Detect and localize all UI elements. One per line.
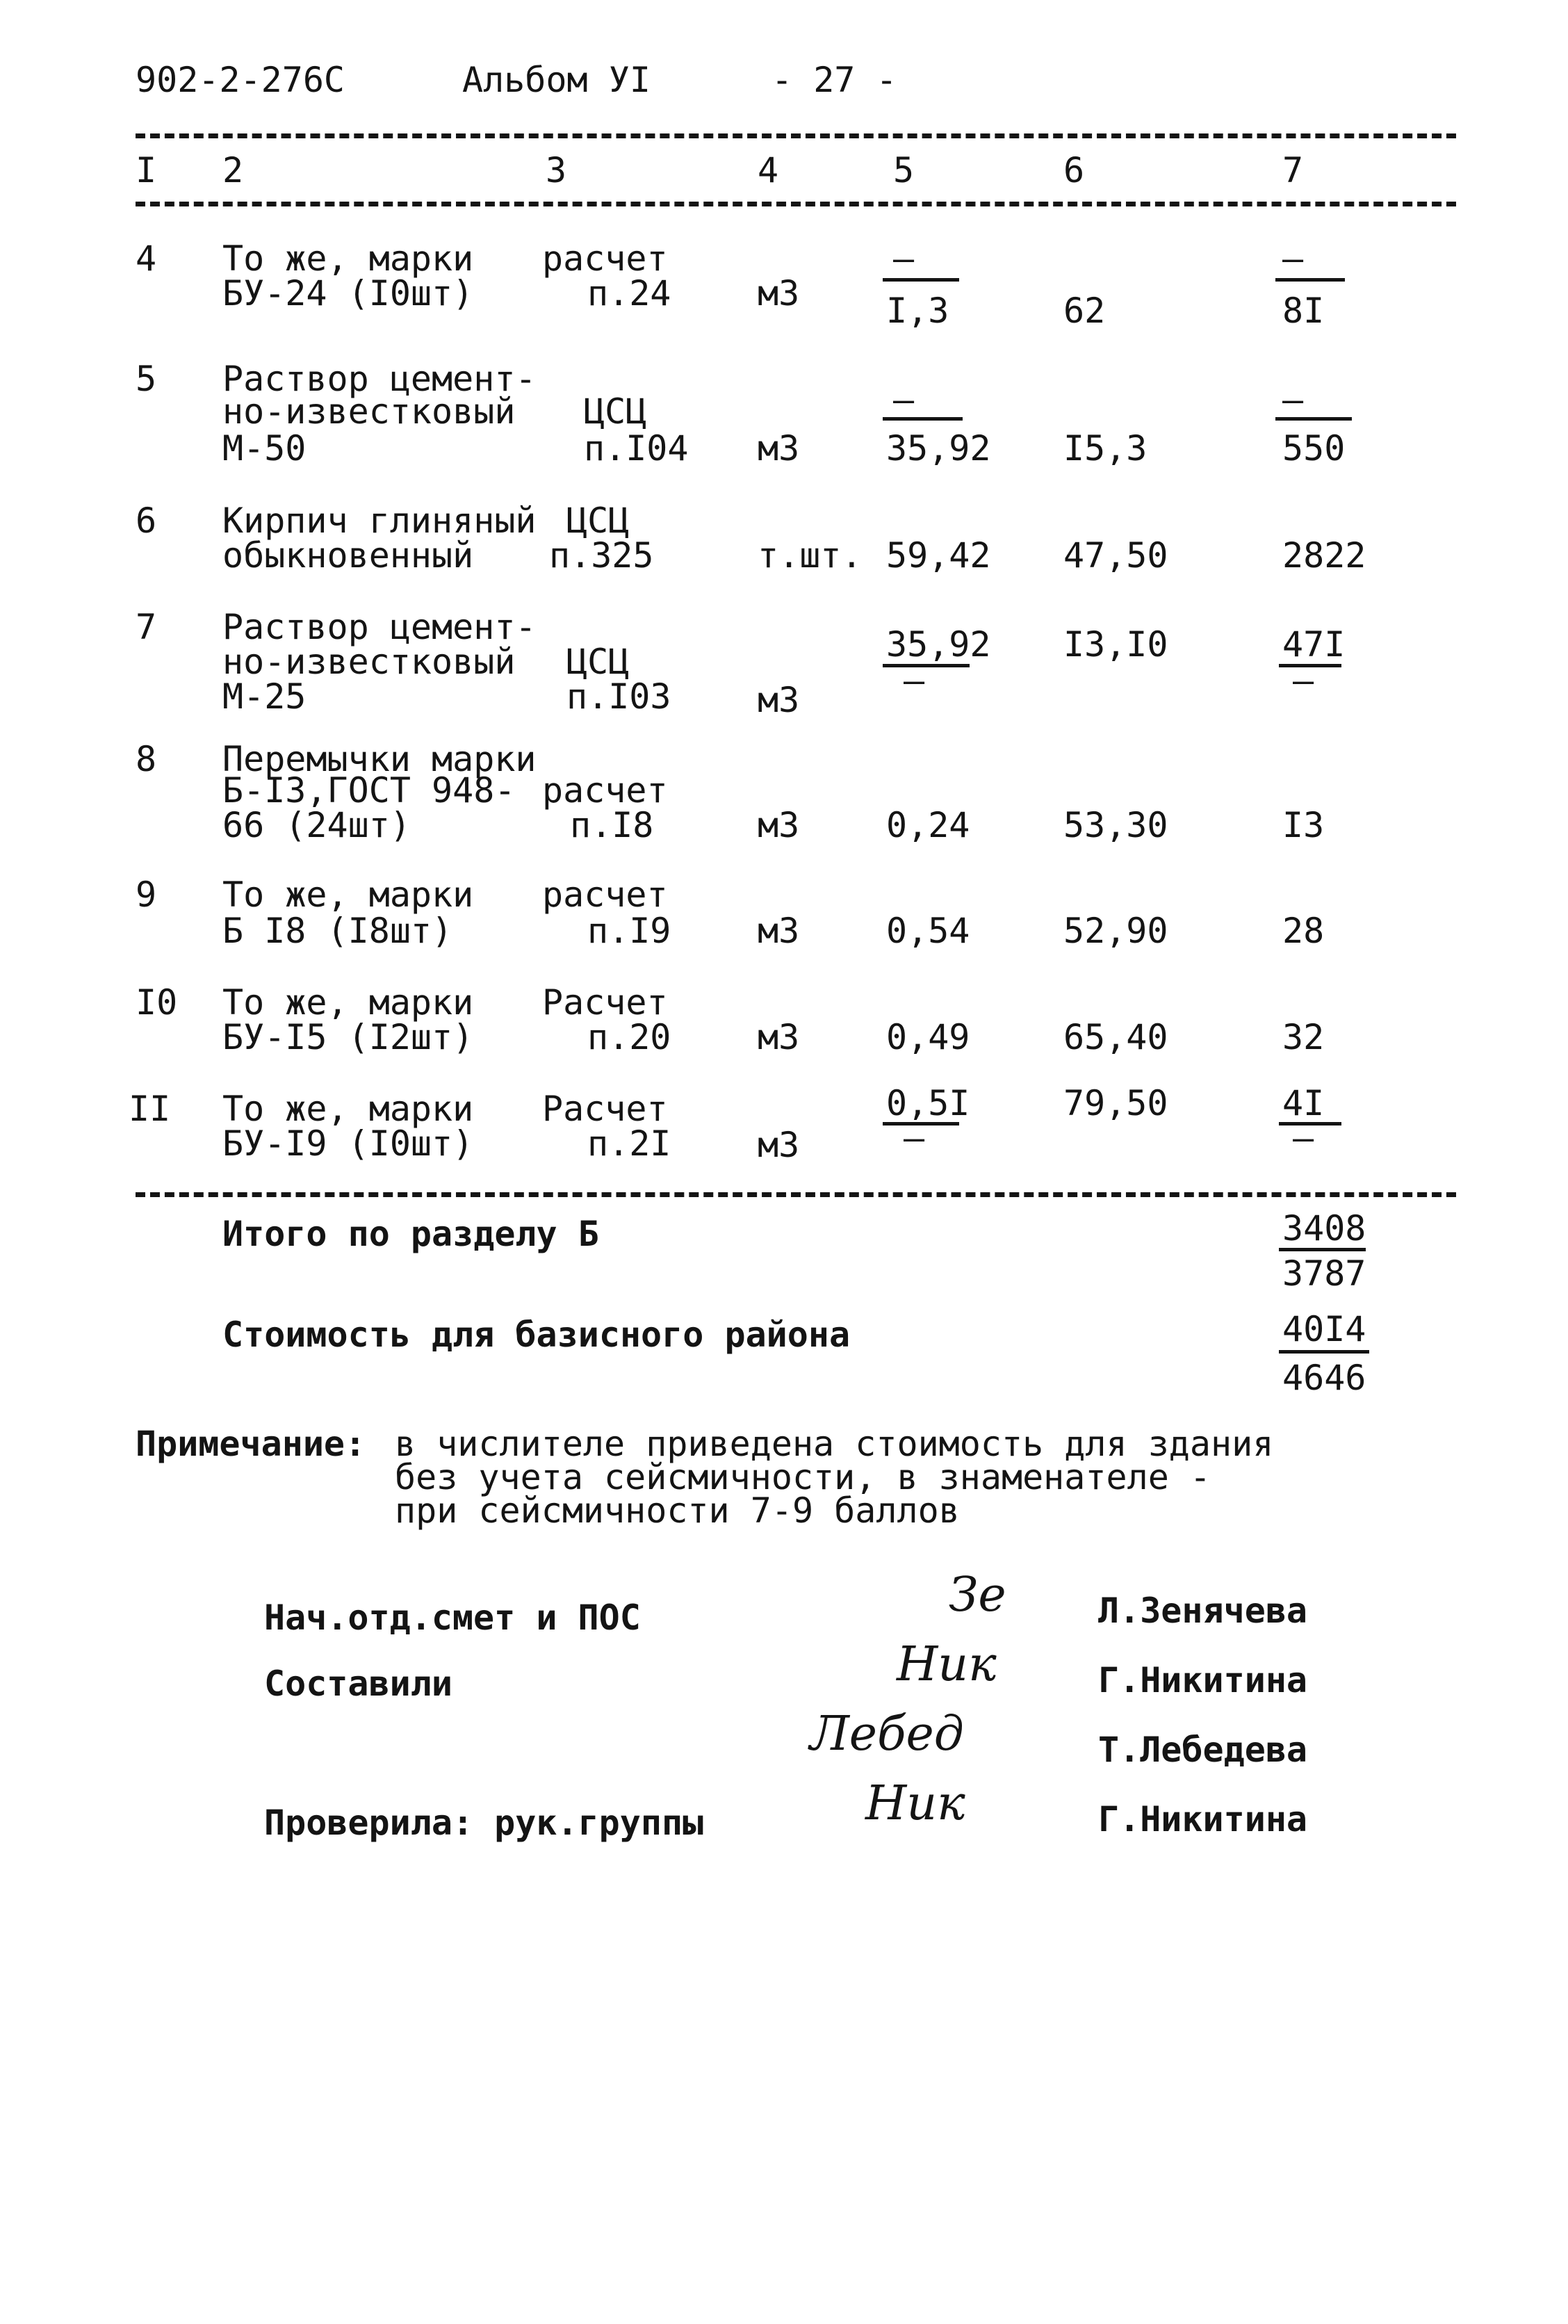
row-number: 6	[136, 501, 157, 541]
handwritten-signature: Лебед	[810, 1707, 964, 1762]
note-label: Примечание:	[136, 1424, 366, 1464]
section-total-denominator: 3787	[1282, 1253, 1366, 1294]
handwritten-signature: Ник	[897, 1637, 997, 1692]
row-cost: 32	[1282, 1017, 1325, 1057]
row-name-line: Перемычки марки	[222, 739, 537, 779]
row-qty: 35,92	[886, 428, 991, 469]
col-header-2: 2	[222, 150, 244, 190]
row-price: 47,50	[1063, 535, 1168, 576]
signature-name: Г.Никитина	[1098, 1660, 1308, 1700]
fraction-bar	[1275, 417, 1352, 421]
row-cost-denominator: –	[1293, 660, 1314, 701]
note-line: в числителе приведена стоимость для здания	[395, 1424, 1274, 1464]
row-qty: 59,42	[886, 535, 991, 576]
album-label: Альбом УI	[462, 60, 651, 100]
row-name-line: БУ-I5 (I2шт)	[222, 1017, 474, 1057]
fraction-bar	[1279, 1248, 1366, 1251]
row-unit: м3	[758, 911, 800, 951]
signature-role: Проверила: рук.группы	[264, 1803, 704, 1843]
row-unit: м3	[758, 805, 800, 845]
row-name-line: То же, марки	[222, 875, 474, 915]
col-header-6: 6	[1063, 150, 1085, 190]
row-basis-line: п.20	[587, 1017, 671, 1057]
row-name-line: БУ-I9 (I0шт)	[222, 1123, 474, 1164]
row-name-line: Б I8 (I8шт)	[222, 911, 453, 951]
row-basis-line: Расчет	[542, 1089, 668, 1129]
base-cost-numerator: 40I4	[1282, 1309, 1366, 1349]
row-basis-line: расчет	[542, 238, 668, 279]
row-qty: 0,24	[886, 805, 970, 845]
row-basis-line: ЦСЦ	[566, 501, 630, 541]
row-cost: I3	[1282, 805, 1325, 845]
fraction-bar	[883, 417, 963, 421]
row-basis-line: п.I9	[587, 911, 671, 951]
col-header-7: 7	[1282, 150, 1304, 190]
row-basis-line: п.325	[549, 535, 654, 576]
row-price: 65,40	[1063, 1017, 1168, 1057]
row-name-line: обыкновенный	[222, 535, 474, 576]
row-qty: 0,54	[886, 911, 970, 951]
row-name-line: То же, марки	[222, 1089, 474, 1129]
section-total-label: Итого по разделу Б	[222, 1214, 599, 1254]
row-price: 52,90	[1063, 911, 1168, 951]
row-name-line: М-25	[222, 676, 307, 717]
row-basis-line: п.I8	[570, 805, 654, 845]
row-basis-line: п.I04	[584, 428, 689, 469]
col-header-4: 4	[758, 150, 779, 190]
row-basis-line: ЦСЦ	[584, 391, 647, 432]
row-name-line: Раствор цемент-	[222, 359, 537, 399]
row-number: 8	[136, 739, 157, 779]
fraction-bar	[1279, 1350, 1369, 1354]
row-cost-numerator: –	[1282, 238, 1304, 279]
base-cost-label: Стоимость для базисного района	[222, 1315, 851, 1355]
row-qty-numerator: –	[893, 380, 915, 420]
row-name-line: М-50	[222, 428, 307, 469]
row-unit: м3	[758, 1125, 800, 1165]
section-total-numerator: 3408	[1282, 1208, 1366, 1249]
row-basis-line: расчет	[542, 875, 668, 915]
row-name-line: Кирпич глиняный	[222, 501, 537, 541]
row-number: 5	[136, 359, 157, 399]
row-cost: 47I	[1282, 624, 1346, 665]
row-unit: м3	[758, 273, 800, 314]
row-name-line: То же, марки	[222, 982, 474, 1023]
row-price: 53,30	[1063, 805, 1168, 845]
row-unit: м3	[758, 428, 800, 469]
row-price: 62	[1063, 291, 1106, 331]
row-name-line: БУ-24 (I0шт)	[222, 273, 474, 314]
row-basis-line: п.24	[587, 273, 671, 314]
row-number: I0	[136, 982, 178, 1023]
row-cost: 550	[1282, 428, 1346, 469]
row-basis-line: п.2I	[587, 1123, 671, 1164]
signature-role: Нач.отд.смет и ПОС	[264, 1598, 641, 1638]
row-cost: 28	[1282, 911, 1325, 951]
row-name-line: Б-I3,ГОСТ 948-	[222, 770, 516, 811]
row-cost: 4I	[1282, 1083, 1325, 1123]
row-cost: 2822	[1282, 535, 1366, 576]
fraction-bar	[883, 664, 970, 667]
row-basis-line: расчет	[542, 770, 668, 811]
row-cost-denominator: –	[1293, 1118, 1314, 1158]
row-qty: 0,49	[886, 1017, 970, 1057]
divider-header	[136, 202, 1456, 206]
row-price: 79,50	[1063, 1083, 1168, 1123]
doc-number: 902-2-276C	[136, 60, 345, 100]
row-qty: I,3	[886, 291, 949, 331]
row-cost: 8I	[1282, 291, 1325, 331]
row-name-line: но-известковый	[222, 642, 516, 682]
divider-top	[136, 133, 1456, 138]
row-number: II	[129, 1089, 171, 1129]
row-unit: м3	[758, 1017, 800, 1057]
note-line: без учета сейсмичности, в знаменателе -	[395, 1457, 1211, 1497]
divider-bottom	[136, 1192, 1456, 1197]
base-cost-denominator: 4646	[1282, 1358, 1366, 1398]
row-qty-denominator: –	[904, 1118, 925, 1158]
row-name-line: но-известковый	[222, 391, 516, 432]
row-name-line: 66 (24шт)	[222, 805, 411, 845]
handwritten-signature: Ник	[865, 1776, 965, 1831]
row-basis-line: Расчет	[542, 982, 668, 1023]
col-header-3: 3	[546, 150, 567, 190]
col-header-5: 5	[893, 150, 915, 190]
row-basis-line: ЦСЦ	[566, 642, 630, 682]
page-number: - 27 -	[771, 60, 897, 100]
row-price: I5,3	[1063, 428, 1148, 469]
row-number: 4	[136, 238, 157, 279]
row-qty-denominator: –	[904, 660, 925, 701]
row-qty-numerator: –	[893, 238, 915, 279]
row-qty: 0,5I	[886, 1083, 970, 1123]
signature-name: Т.Лебедева	[1098, 1730, 1308, 1770]
row-unit: м3	[758, 680, 800, 720]
row-cost-numerator: –	[1282, 380, 1304, 420]
row-unit: т.шт.	[758, 535, 863, 576]
row-name-line: То же, марки	[222, 238, 474, 279]
row-price: I3,I0	[1063, 624, 1168, 665]
row-number: 7	[136, 607, 157, 647]
row-basis-line: п.I03	[566, 676, 671, 717]
row-number: 9	[136, 875, 157, 915]
fraction-bar	[1275, 278, 1345, 282]
signature-name: Л.Зенячева	[1098, 1591, 1308, 1631]
note-line: при сейсмичности 7-9 баллов	[395, 1490, 960, 1531]
row-qty: 35,92	[886, 624, 991, 665]
row-name-line: Раствор цемент-	[222, 607, 537, 647]
handwritten-signature: Зе	[949, 1568, 1006, 1623]
fraction-bar	[883, 278, 959, 282]
col-header-1: I	[136, 150, 157, 190]
signature-role: Составили	[264, 1664, 452, 1704]
signature-name: Г.Никитина	[1098, 1799, 1308, 1839]
